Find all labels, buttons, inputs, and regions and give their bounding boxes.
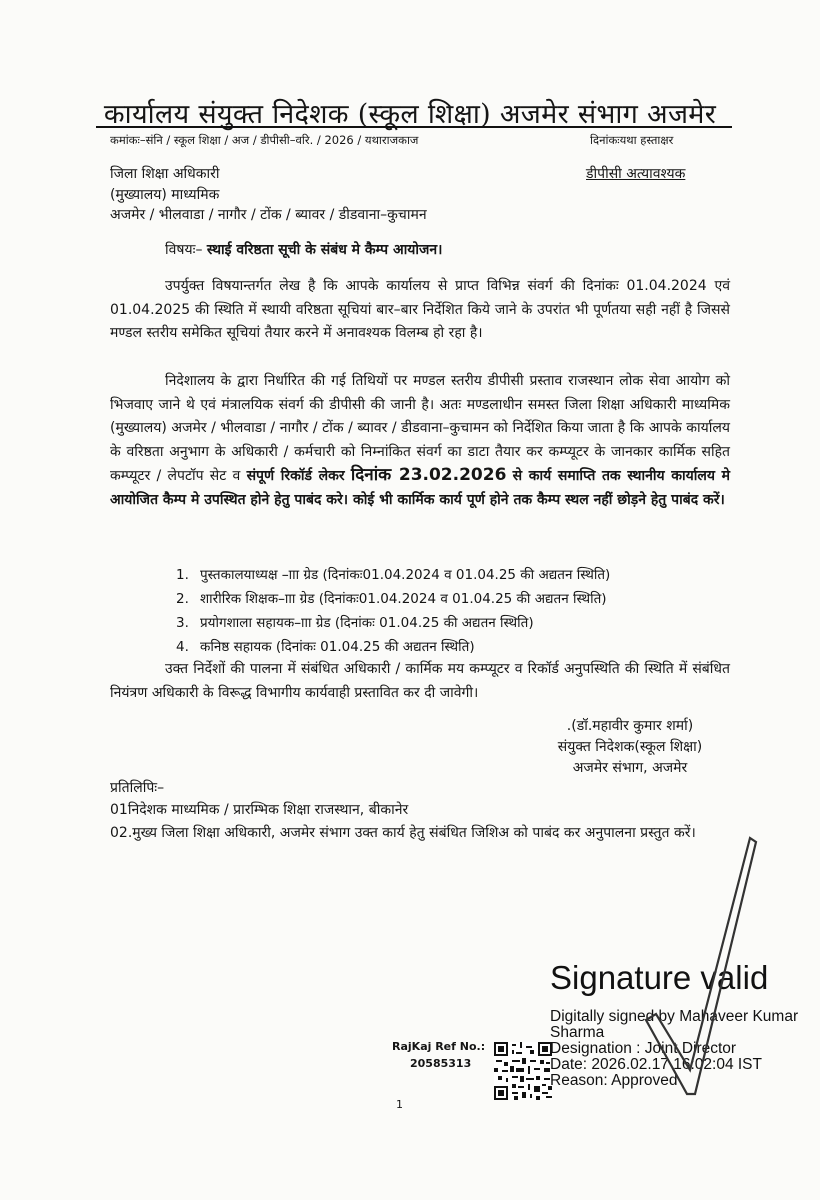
signatory-block xyxy=(530,716,730,779)
para1-text: उपर्युक्त विषयान्तर्गत लेख है कि आपके कार्यालय से प्राप्त विभिन्न संवर्ग की दिनांकः 01.04.2024 एवं 01.04.2025 की स्थिति में स्थायी वरिष्ठता सूचियां बार–बार निर्देशित किये जाने के उपरांत भी पूर्णतया सही नहीं है जिससे मण्डल स्तरीय समेकित सूचियां तैयार करने में अनावश्यक विलम्ब हो रहा है। xyxy=(110,278,730,342)
letter-date: दिनांकःयथा हस्ताक्षर xyxy=(590,133,674,147)
page-number: 1 xyxy=(396,1098,403,1111)
subject-text: स्थाई वरिष्ठता सूची के संबंध मे कैम्प आयोजन। xyxy=(206,242,443,258)
body-paragraph-1 xyxy=(110,275,730,346)
cadre-list xyxy=(176,563,610,659)
signatory-designation: संयुक्त निदेशक(स्कूल शिक्षा) xyxy=(557,739,703,755)
rajkaj-label: RajKaj Ref No.: xyxy=(392,1040,486,1053)
copy-item-2: 02.मुख्य जिला शिक्षा अधिकारी, अजमेर संभाग उक्त कार्य हेतु संबंधित जिशिअ को पाबंद कर अनुपालना प्रस्तुत करें। xyxy=(110,825,696,841)
list-item: 3. प्रयोगशाला सहायक–ााा ग्रेड (दिनांकः 01.04.25 की अद्यतन स्थिति) xyxy=(176,615,534,631)
checkmark-icon xyxy=(640,832,760,1100)
signature-date: Date: 2026.02.17 16:02:04 IST xyxy=(550,1056,762,1073)
subject-line xyxy=(165,240,442,259)
signer-designation: Designation : Joint Director xyxy=(550,1040,737,1057)
rajkaj-number: 20585313 xyxy=(410,1057,472,1070)
signatory-place: अजमेर संभाग, अजमेर xyxy=(572,760,688,776)
office-title: कार्यालय संयुक्त निदेशक (स्कूल शिक्षा) अजमेर संभाग अजमेर xyxy=(103,99,717,130)
list-item: 2. शारीरिक शिक्षक–ााा ग्रेड (दिनांकः01.04.2024 व 01.04.25 की अद्यतन स्थिति) xyxy=(176,591,607,607)
para2-text: निदेशालय के द्वारा निर्धारित की गई तिथियों पर मण्डल स्तरीय डीपीसी प्रस्ताव राजस्थान लोक सेवा आयोग को भिजवाए जाने थे एवं मंत्रालयिक संवर्ग की डीपीसी की जानी है। अतः मण्डलाधीन समस्त जिला शिक्षा अधिकारी माध्यमिक (मुख्यालय) अजमेर / भीलवाडा / नागौर / टोंक / ब्यावर / डीडवाना–कुचामन को निर्देशित किया जाता है कि आपके कार्यालय के वरिष्ठता अनुभाग के अधिकारी / कर्मचारी को निम्नांकित संवर्ग का डाटा तैयार कर कम्प्यूटर के जानकार कार्मिक सहित कम्प्यूटर / लेपटॉप सेट व xyxy=(110,373,730,485)
body-paragraph-3 xyxy=(110,658,730,705)
addressee-line-1: जिला शिक्षा अधिकारी xyxy=(110,166,220,182)
copy-label: प्रतिलिपिः– xyxy=(110,780,165,796)
body-paragraph-2 xyxy=(110,370,730,513)
qr-code-icon xyxy=(494,1042,552,1100)
reference-number: कमांकः–संनि / स्कूल शिक्षा / अज / डीपीसी–वरि. / 2026 / यथाराजकाज xyxy=(110,133,419,147)
addressee-line-3: अजमेर / भीलवाडा / नागौर / टोंक / ब्यावर / डीडवाना–कुचामन xyxy=(110,207,427,223)
signature-reason: Reason: Approved xyxy=(550,1072,678,1089)
list-item: 1. पुस्तकालयाध्यक्ष –ााा ग्रेड (दिनांकः01.04.2024 व 01.04.25 की अद्यतन स्थिति) xyxy=(176,567,611,583)
copy-item-1: 01निदेशक माध्यमिक / प्रारम्भिक शिक्षा राजस्थान, बीकानेर xyxy=(110,802,409,818)
signatory-name: .(डॉ.महावीर कुमार शर्मा) xyxy=(566,718,694,734)
addressee-line-2: (मुख्यालय) माध्यमिक xyxy=(110,187,220,203)
subject-label: विषयः– xyxy=(165,242,203,258)
priority-label: डीपीसी अत्यावश्यक xyxy=(586,166,686,182)
title-underline xyxy=(96,126,732,128)
para3-text: उक्त निर्देशों की पालना में संबंधित अधिकारी / कार्मिक मय कम्प्यूटर व रिकॉर्ड अनुपस्थिति की स्थिति में संबंधित नियंत्रण अधिकारी के विरूद्ध विभागीय कार्यवाही प्रस्तावित कर दी जावेगी। xyxy=(110,661,730,701)
signed-by-line-1: Digitally signed by Mahaveer Kumar xyxy=(550,1008,799,1025)
signed-by-line-2: Sharma xyxy=(550,1024,605,1041)
signature-status: Signature valid xyxy=(550,959,769,996)
para2-bold-text: से कार्य समाप्ति तक स्थानीय कार्यालय मे आयोजित कैम्प मे उपस्थित होने हेतु पाबंद करे। कोई भी कार्मिक कार्य पूर्ण होने तक कैम्प स्थल नहीं छोड़ने हेतु पाबंद करें। xyxy=(110,468,730,508)
camp-date: दिनांक 23.02.2026 xyxy=(350,465,507,486)
list-item: 4. कनिष्ठ सहायक (दिनांकः 01.04.25 की अद्यतन स्थिति) xyxy=(176,639,475,655)
para2-record-text: संपूर्ण रिकॉर्ड लेकर xyxy=(246,468,345,485)
